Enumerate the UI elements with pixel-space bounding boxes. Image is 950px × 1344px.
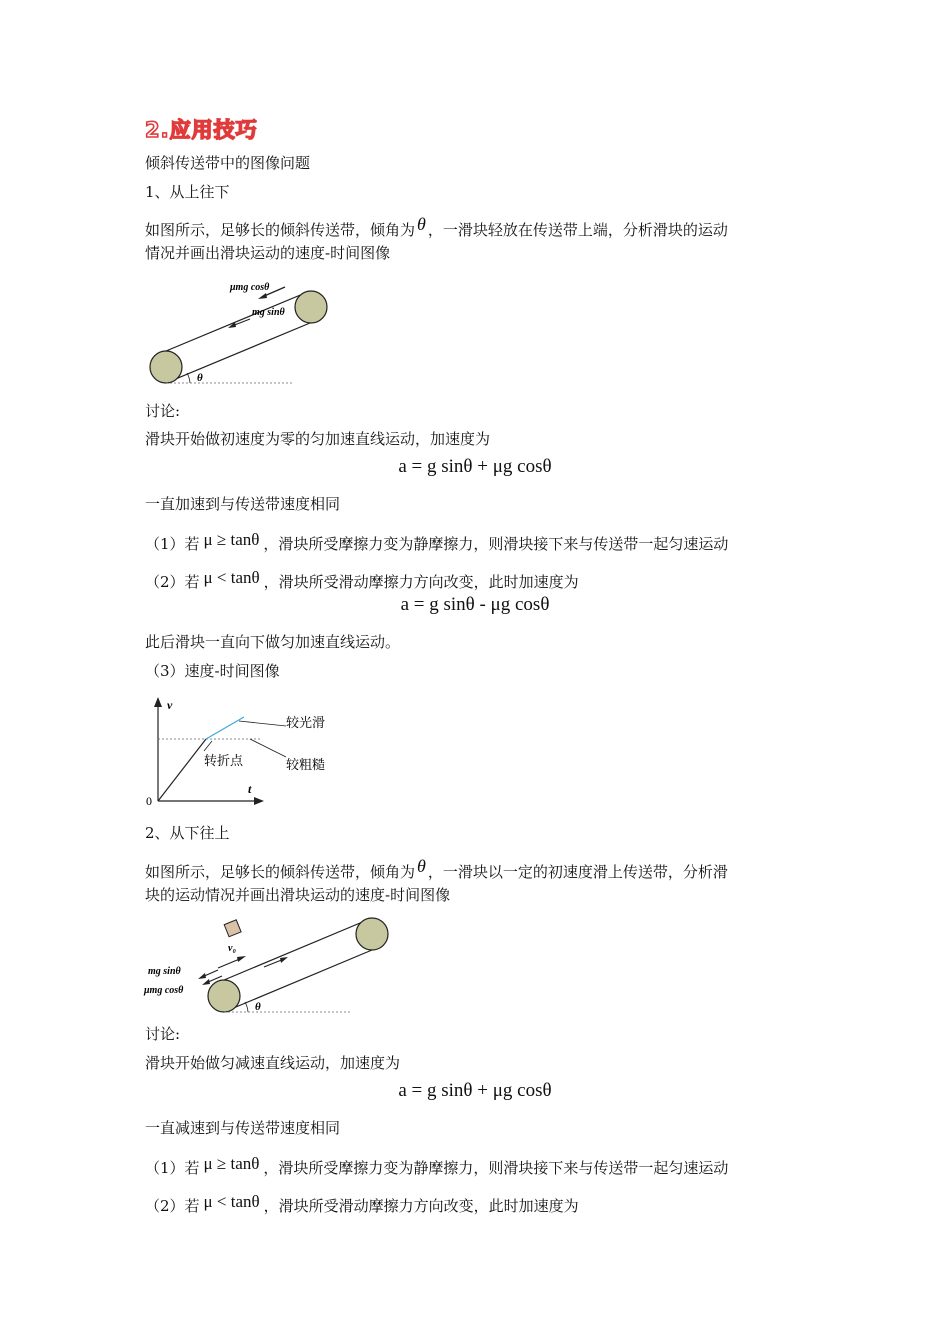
cond2-prefix: （2）若 <box>145 1197 200 1215</box>
case1-desc-line2: 情况并画出滑块运动的速度-时间图像 <box>145 244 391 262</box>
case2-desc-line2: 块的运动情况并画出滑块运动的速度-时间图像 <box>145 886 451 904</box>
cond1-inequality: μ ≥ tanθ <box>203 530 260 549</box>
top-roller <box>295 291 327 323</box>
friction-force-label: μmg cosθ <box>144 985 184 996</box>
gravity-component-label: mg sinθ <box>252 307 285 318</box>
case1-cond2 <box>145 568 579 592</box>
bottom-roller <box>208 980 240 1012</box>
bottom-roller <box>150 351 182 383</box>
theta-symbol: θ <box>417 214 426 234</box>
case1-formula1: a = g sinθ + μg cosθ <box>398 456 552 477</box>
case2-line2: 一直减速到与传送带速度相同 <box>145 1119 341 1137</box>
case1-desc-a: 如图所示，足够长的倾斜传送带，倾角为 <box>145 221 416 239</box>
gravity-component-label: mg sinθ <box>148 966 181 977</box>
theta-symbol: θ <box>417 856 426 876</box>
friction-force-label: μmg cosθ <box>230 282 270 293</box>
case1-line3: 此后滑块一直向下做匀加速直线运动。 <box>145 633 401 651</box>
cond2-inequality: μ < tanθ <box>203 1192 260 1211</box>
cond2-prefix: （2）若 <box>145 573 200 591</box>
conveyor-diagram-2 <box>140 912 400 1017</box>
case1-line2: 一直加速到与传送带速度相同 <box>145 495 341 513</box>
smooth-line <box>206 717 244 739</box>
case2-desc-line1 <box>145 856 728 882</box>
case2-line1: 滑块开始做匀减速直线运动，加速度为 <box>145 1054 401 1072</box>
angle-label: θ <box>255 1001 261 1013</box>
cond2-text: ，滑块所受滑动摩擦力方向改变，此时加速度为 <box>263 573 579 591</box>
angle-label: θ <box>197 372 203 384</box>
initial-velocity-label: v₀ <box>228 943 236 954</box>
case2-cond1 <box>145 1154 728 1178</box>
v-axis-label: v <box>167 698 173 712</box>
rough-label: 较粗糙 <box>286 757 326 772</box>
cond2-text: ，滑块所受滑动摩擦力方向改变，此时加速度为 <box>263 1197 579 1215</box>
case1-desc-line1 <box>145 214 728 240</box>
case2-desc-a: 如图所示，足够长的倾斜传送带，倾角为 <box>145 863 416 881</box>
case1-cond1 <box>145 530 728 554</box>
case1-title: 1、从上往下 <box>145 183 230 201</box>
case2-formula1: a = g sinθ + μg cosθ <box>398 1080 552 1101</box>
cond1-text: ，滑块所受摩擦力变为静摩擦力，则滑块接下来与传送带一起匀速运动 <box>263 535 729 553</box>
case1-desc-b: ，一滑块轻放在传送带上端，分析滑块的运动 <box>427 221 728 239</box>
case1-discuss: 讨论: <box>145 402 181 420</box>
vt-graph-title: （3）速度-时间图像 <box>145 662 280 680</box>
cond1-prefix: （1）若 <box>145 535 200 553</box>
case1-line1: 滑块开始做初速度为零的匀加速直线运动，加速度为 <box>145 430 491 448</box>
subtitle: 倾斜传送带中的图像问题 <box>145 154 311 172</box>
velocity-time-graph <box>140 693 340 811</box>
smooth-label: 较光滑 <box>286 715 326 730</box>
origin-label: 0 <box>146 794 152 808</box>
case1-formula2: a = g sinθ - μg cosθ <box>400 594 550 615</box>
slider-block <box>224 920 241 937</box>
cond1-prefix: （1）若 <box>145 1159 200 1177</box>
turning-point-label: 转折点 <box>204 753 244 768</box>
cond2-inequality: μ < tanθ <box>203 568 260 587</box>
conveyor-diagram-1 <box>140 275 340 390</box>
cond1-text: ，滑块所受摩擦力变为静摩擦力，则滑块接下来与传送带一起匀速运动 <box>263 1159 729 1177</box>
t-axis-label: t <box>248 782 252 796</box>
cond1-inequality: μ ≥ tanθ <box>203 1154 260 1173</box>
case2-cond2 <box>145 1192 579 1216</box>
case2-desc-b: ，一滑块以一定的初速度滑上传送带，分析滑 <box>427 863 728 881</box>
case2-discuss: 讨论: <box>145 1025 181 1043</box>
top-roller <box>356 918 388 950</box>
section-heading: 2.应用技巧 <box>145 118 258 142</box>
case2-title: 2、从下往上 <box>145 824 230 842</box>
